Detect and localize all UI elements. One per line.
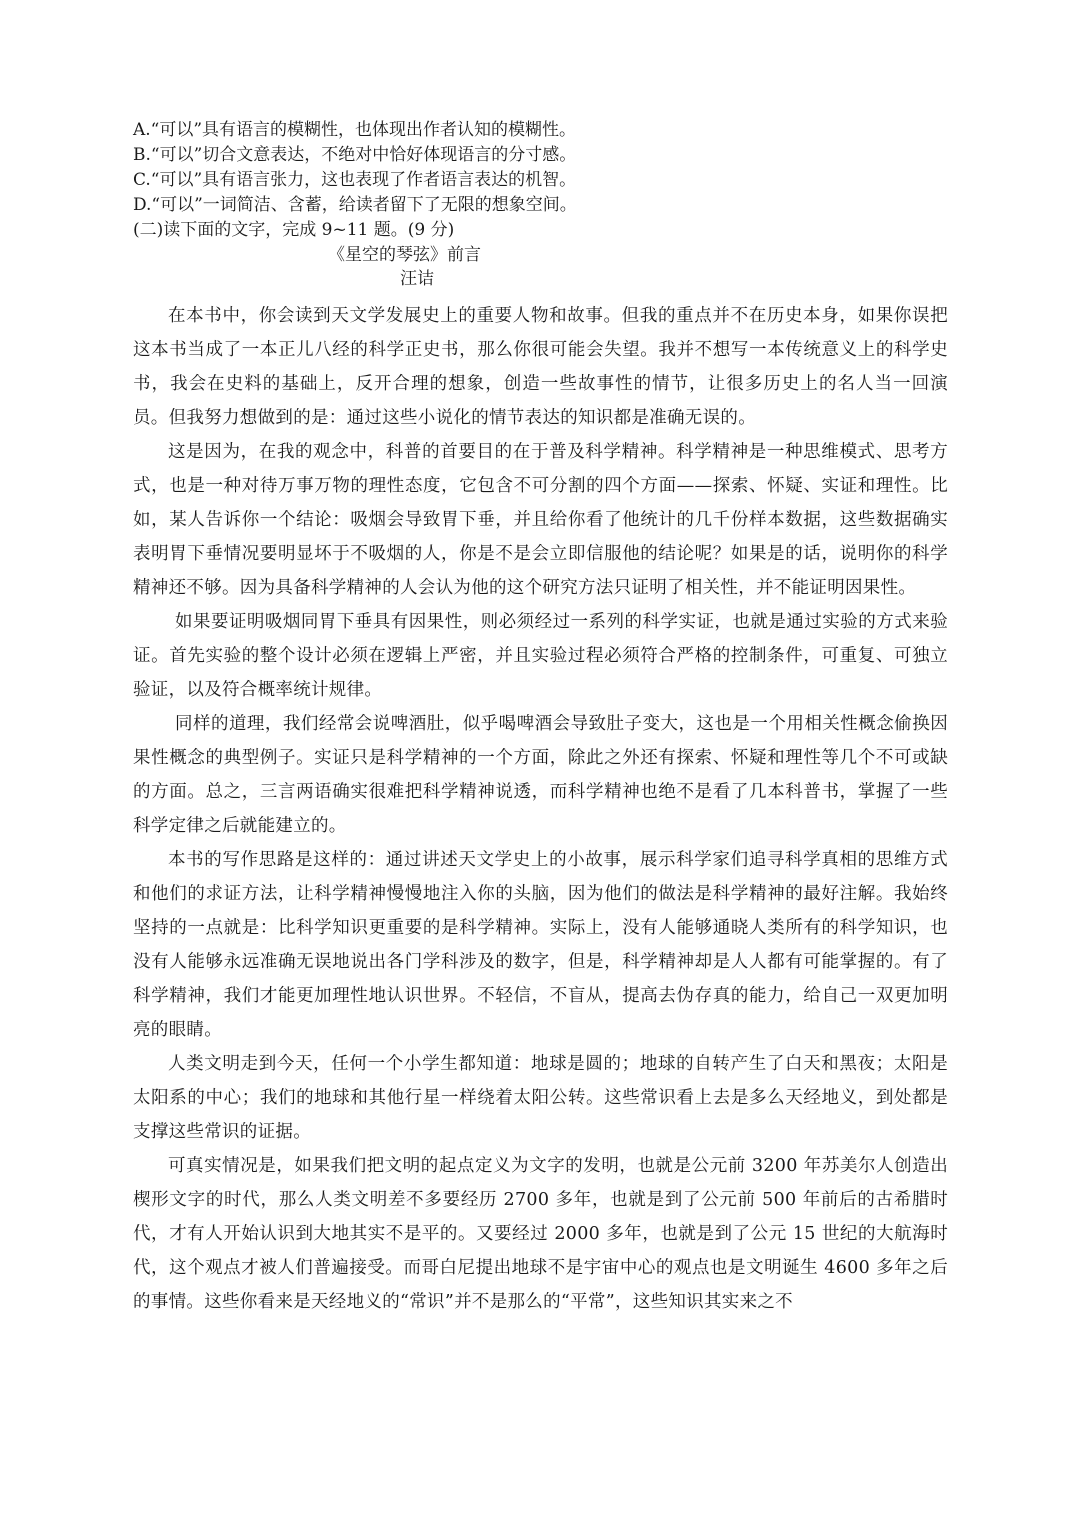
option-c: C.“可以”具有语言张力，这也表现了作者语言表达的机智。 [133,170,577,190]
exam-page [133,118,948,1319]
paragraph-2: 这是因为，在我的观念中，科普的首要目的在于普及科学精神。科学精神是一种思维模式、思考方式，也是一种对待万事万物的理性态度，它包含不可分割的四个方面——探索、怀疑、实证和理性。比如，某人告诉你一个结论：吸烟会导致胃下垂，并且给你看了他统计的几千份样本数据，这些数据确实表明胃下垂情况要明显坏于不吸烟的人，你是不是会立即信服他的结论呢？如果是的话，说明你的科学精神还不够。因为具备科学精神的人会认为他的这个研究方法只证明了相关性，并不能证明因果性。 [133,442,948,598]
paragraph-7: 可真实情况是，如果我们把文明的起点定义为文字的发明，也就是公元前 3200 年苏美尔人创造出楔形文字的时代，那么人类文明差不多要经历 2700 多年，也就是到了公元前 500 年前后的古希腊时代，才有人开始认识到大地其实不是平的。又要经过 2000 多年，也就是到了公元 15 世纪的大航海时代，这个观点才被人们普遍接受。而哥白尼提出地球不是宇宙中心的观点也是文明诞生 4600 多年之后的事情。这些你看来是天经地义的“常识”并不是那么的“平常”，这些知识其实来之不 [133,1156,948,1312]
article-title: 《星空的琴弦》前言 [328,245,481,265]
article-body [133,299,948,1319]
option-b: B.“可以”切合文意表达，不绝对中恰好体现语言的分寸感。 [133,145,577,165]
paragraph-6: 人类文明走到今天，任何一个小学生都知道：地球是圆的；地球的自转产生了白天和黑夜；太阳是太阳系的中心；我们的地球和其他行星一样绕着太阳公转。这些常识看上去是多么天经地义，到处都是支撑这些常识的证据。 [133,1054,948,1142]
paragraph-5: 本书的写作思路是这样的：通过讲述天文学史上的小故事，展示科学家们追寻科学真相的思维方式和他们的求证方法，让科学精神慢慢地注入你的头脑，因为他们的做法是科学精神的最好注解。我始终坚持的一点就是：比科学知识更重要的是科学精神。实际上，没有人能够通晓人类所有的科学知识，也没有人能够永远准确无误地说出各门学科涉及的数字，但是，科学精神却是人人都有可能掌握的。有了科学精神，我们才能更加理性地认识世界。不轻信，不盲从，提高去伪存真的能力，给自己一双更加明亮的眼睛。 [133,850,948,1040]
article-author: 汪诘 [400,269,434,289]
paragraph-1: 在本书中，你会读到天文学发展史上的重要人物和故事。但我的重点并不在历史本身，如果你误把这本书当成了一本正儿八经的科学正史书，那么你很可能会失望。我并不想写一本传统意义上的科学史书，我会在史料的基础上，反开合理的想象，创造一些故事性的情节，让很多历史上的名人当一回演员。但我努力想做到的是：通过这些小说化的情节表达的知识都是准确无误的。 [133,306,948,428]
answer-options [133,118,948,218]
option-d: D.“可以”一词简洁、含蓄，给读者留下了无限的想象空间。 [133,195,577,215]
paragraph-3: 如果要证明吸烟同胃下垂具有因果性，则必须经过一系列的科学实证，也就是通过实验的方式来验证。首先实验的整个设计必须在逻辑上严密，并且实验过程必须符合严格的控制条件，可重复、可独立验证，以及符合概率统计规律。 [133,612,948,700]
paragraph-4: 同样的道理，我们经常会说啤酒肚，似乎喝啤酒会导致肚子变大，这也是一个用相关性概念偷换因果性概念的典型例子。实证只是科学精神的一个方面，除此之外还有探索、怀疑和理性等几个不可或缺的方面。总之，三言两语确实很难把科学精神说透，而科学精神也绝不是看了几本科普书，掌握了一些科学定律之后就能建立的。 [133,714,948,836]
section-heading: (二)读下面的文字，完成 9~11 题。(9 分) [133,220,455,240]
option-a: A.“可以”具有语言的模糊性，也体现出作者认知的模糊性。 [133,120,577,140]
